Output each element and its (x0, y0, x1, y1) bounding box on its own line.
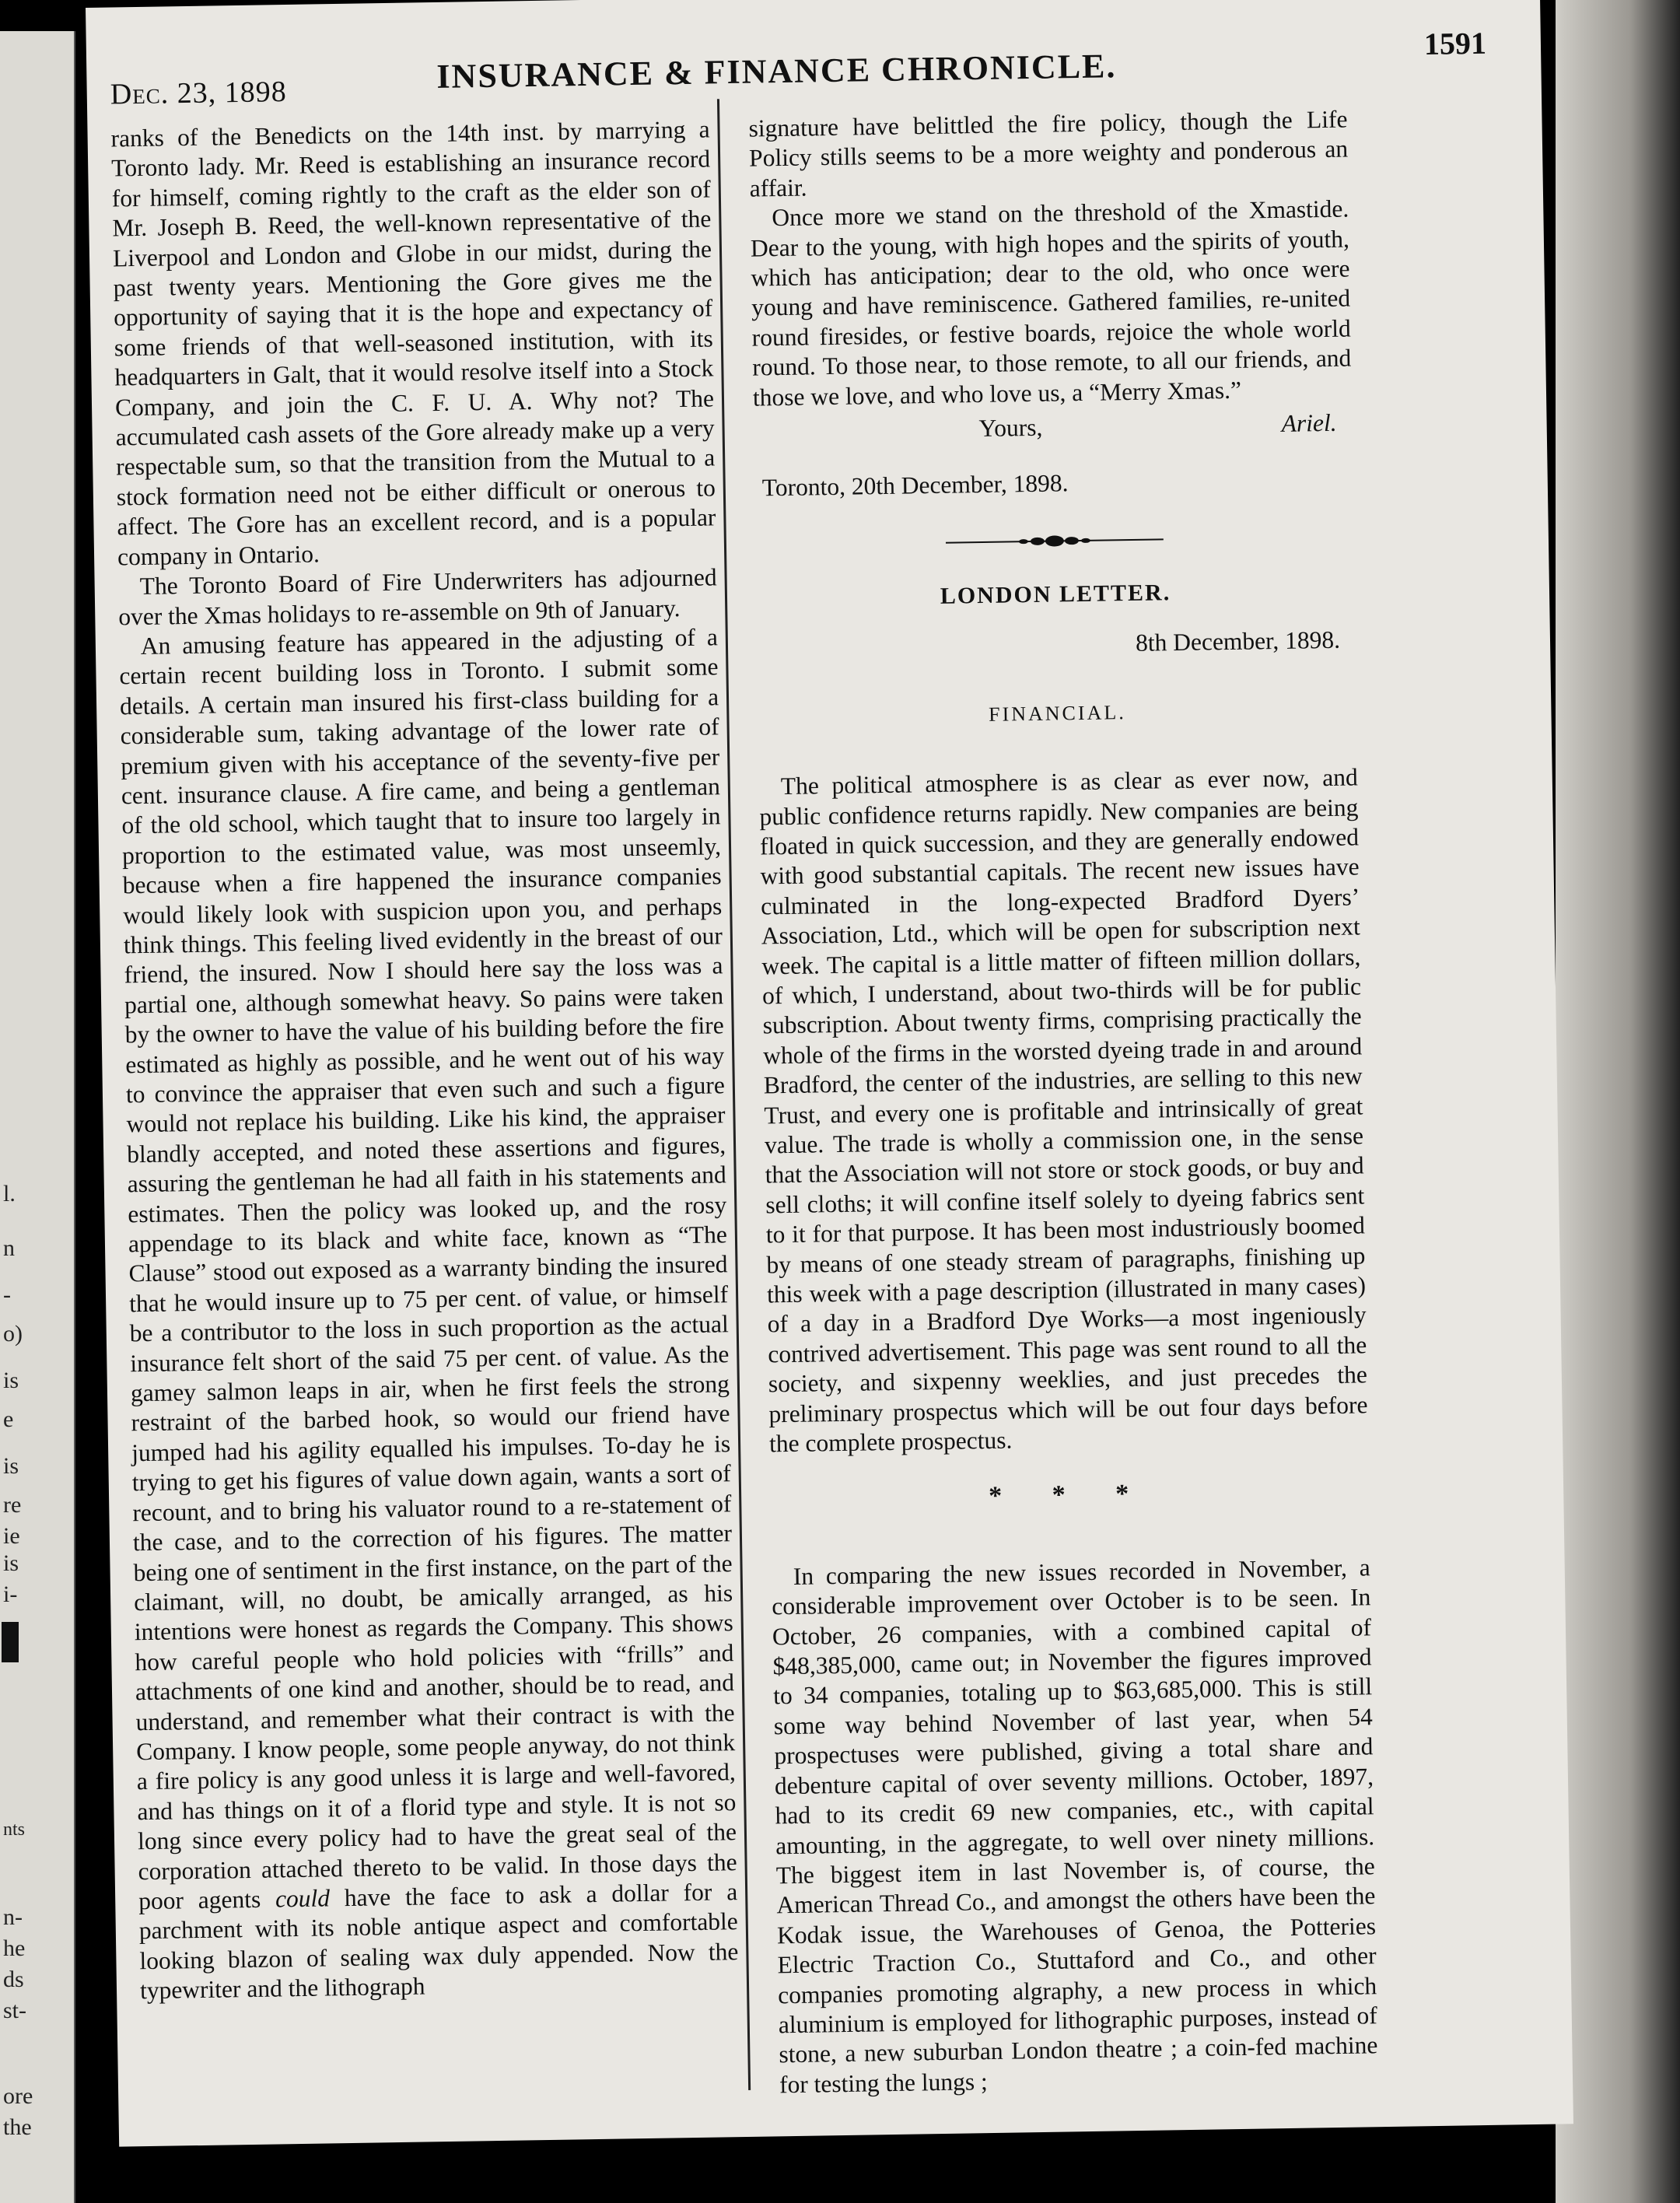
page-header (110, 24, 1518, 111)
author-signature: Ariel. (1281, 408, 1337, 437)
ornament-icon (946, 531, 1164, 550)
page-edge-shadow (1556, 0, 1680, 2203)
section-title: LONDON LETTER. (940, 580, 1171, 609)
margin-fragment: n- (3, 1904, 23, 1930)
margin-fragment: - (3, 1282, 11, 1308)
margin-fragment: re (3, 1492, 22, 1518)
ornamental-divider (755, 528, 1354, 553)
italic-word: could (275, 1884, 331, 1913)
margin-fragment: n (3, 1235, 15, 1261)
margin-fragment: nts (3, 1819, 26, 1840)
ink-blot (2, 1622, 19, 1662)
page-number: 1591 (1423, 25, 1487, 61)
margin-fragment: ore (3, 2083, 33, 2109)
margin-fragment: is (3, 1368, 19, 1393)
header-title: INSURANCE & FINANCE CHRONICLE. (436, 47, 1117, 96)
letter-date: 8th December, 1898. (1135, 626, 1341, 657)
margin-fragment: i- (3, 1581, 18, 1607)
right-column (748, 105, 1378, 2100)
article-paragraph: ranks of the Benedicts on the 14th inst. by marrying a Toronto lady. Mr. Reed is establishing an insurance record for himself, coming rightly to the craft as the elder son of Mr. Joseph B. Reed, the well-known representative of the Liverpool and London and Globe in our midst, during the past twenty years. Mentioning the Gore gives me the opportunity of saying that it is the hope and expectancy of some friends of that well-seasoned institution, with its headquarters in Galt, that it would resolve itself into a Stock Company, and join the C. F. U. A. Why not? The accumulated cash assets of the Gore already make up a very respectable sum, so that the transition from the Mutual to a stock formation need not be either difficult or onerous to affect. The Gore has an excellent record, and is a popular company in Ontario. (110, 115, 716, 571)
place-date: Toronto, 20th December, 1898. (761, 469, 1069, 502)
subhead: FINANCIAL. (988, 700, 1126, 726)
margin-fragment: l. (3, 1181, 16, 1207)
article-paragraph (119, 622, 740, 2006)
margin-fragment: e (3, 1406, 14, 1432)
article-paragraph: The political atmosphere is as clear as ever now, and public confidence returns rapidly. New companies are being floated in quick succession, and they are generally endowed with good substantial capitals. The recent new issues have culminated in the long-expected Bradford Dyers’ Association, Ltd., which will be open for subscription next week. The capital is a little matter of fifteen million dollars, of which, I understand, about two-thirds will be for public subscription. About twenty firms, comprising practically the whole of the firms in the worsted dyeing trade in and around Bradford, the center of the industries, are selling to this new Trust, and every one is profitable and intrinsically of great value. The trade is wholly a commission one, in the sense that the Association will not store or stock goods, or buy and sell cloths; it will confine itself solely to dyeing fabrics sent to it for that purpose. It has been most industriously boomed by means of one steady stream of paragraphs, finishing up this week with a page description (illustrated in many cases) of a day in a Bradford Dye Works—a most ingeniously contrived advertisement. This page was sent round to all the society, and sixpenny weeklies, and just precedes the preliminary prospectus which will be out four days before the complete prospectus. (759, 763, 1368, 1458)
margin-fragment: st- (3, 1998, 26, 2023)
adjacent-page-strip (0, 31, 75, 2203)
signoff (753, 408, 1353, 447)
margin-fragment: is (3, 1453, 19, 1479)
margin-fragment: ie (3, 1523, 20, 1549)
closing: Yours, (978, 413, 1043, 443)
article-paragraph: Once more we stand on the threshold of the Xmastide. Dear to the young, with high hopes and the spirits of youth, which has anticipation; dear to the old, who once were young and have reminiscence. Gathered families, re-united round firesides, or festive boards, rejoice the whole world round. To those near, to those remote, to all our friends, and those we love, and who love us, a “Merry Xmas.” (750, 194, 1352, 412)
article-paragraph: signature have belittled the fire policy, though the Life Policy stills seems to be a more weighty and ponderous an affair. (748, 105, 1349, 202)
margin-fragment: ds (3, 1967, 24, 1992)
article-paragraph: In comparing the new issues recorded in November, a considerable improvement over October is to be seen. In October, 26 companies, with a combined capital of $48,385,000, came out; in November the figures improved to 34 companies, totaling up to $63,685,000. This is still some way behind November of last year, when 54 prospectuses were published, giving a total share and debenture capital of over seventy millions. October, 1897, had to its credit 69 new companies, etc., with capital amounting, in the aggregate, to well over ninety millions. The biggest item in last November is, of course, the American Thread Co., and amongst the others have been the Kodak issue, the Warehouses of Genoa, the Potteries Electric Traction Co., Stuttaford and Co., and other companies promoting algraphy, a new process in which aluminium is employed for lithographic purposes, instead of stone, a new suburban London theatre ; a coin-fed machine for testing the lungs ; (772, 1553, 1378, 2099)
margin-fragment: is (3, 1550, 19, 1576)
header-date: Dec. 23, 1898 (110, 75, 288, 111)
left-column (110, 114, 739, 2005)
paragraph-text: An amusing feature has appeared in the adjusting of a certain recent building loss in Toronto. I submit some details. A certain man insured his first-class building for a considerable sum, taking advantage of the lower rate of premium given with his acceptance of the seventy-five per cent. insurance clause. A fire came, and being a gentleman of the old school, which taught that to insure too largely in proportion to the estimated value, was most unseemly, because when a fire happened the insurance companies would likely look with suspicion upon you, and perhaps think things. This feeling lived evidently in the breast of our friend, the insured. Now I should here say the loss was a partial one, although somewhat heavy. So pains were taken by the owner to have the value of his building before the fire estimated as highly as possible, and he went out of his way to convince the appraiser that even such and such a figure would not replace his building. Like his kind, the appraiser blandly accepted, and noted these assertions and figures, assuring the gentleman he had all faith in his statements and estimates. Then the policy was looked up, and the rosy appendage to its black and white face, known as “The Clause” stood out exposed as a warranty binding the insured that he would insure up to 75 per cent. of value, or himself be a contributor to the loss in such proportion as the actual insurance felt short of the said 75 per cent. of value. As the gamey salmon leaps in air, when he first feels the strong restraint of the barbed hook, so would our friend have jumped had his agility equalled his impulses. To-day he is trying to get his figures of value down again, wants a sort of recount, and to bring his valuator round to a re-statement of the case, and to the correction of his figures. The matter being one of sentiment in the first instance, on the part of the claimant, will, no doubt, be amically arranged, as his intentions were honest as regards the Company. This shows how careful people who hold policies with “frills” and attachments of one kind and another, should be to read, and understand, and remember what their contract is with the Company. I know people, some people anyway, do not think a fire policy is any good unless it is large and well-favored, and has things on it of a florid type and style. It is not so long since every policy had to have the great seal of the corporation attached thereto to be valid. In those days the poor agents (119, 623, 737, 1915)
paragraph-text: have the face to ask a dollar for a parchment with its noble antique aspect and comfortable looking blazon of sealing wax duly appended. Now the typewriter and the lithograph (138, 1878, 739, 2005)
section-separator: * * * (988, 1480, 1151, 1511)
newspaper-page (86, 0, 1573, 2147)
margin-fragment: the (3, 2114, 32, 2140)
margin-fragment: o) (3, 1321, 23, 1347)
article-paragraph: The Toronto Board of Fire Underwriters has adjourned over the Xmas holidays to re-assemble on 9th of January. (118, 563, 717, 630)
margin-fragment: he (3, 1935, 26, 1961)
